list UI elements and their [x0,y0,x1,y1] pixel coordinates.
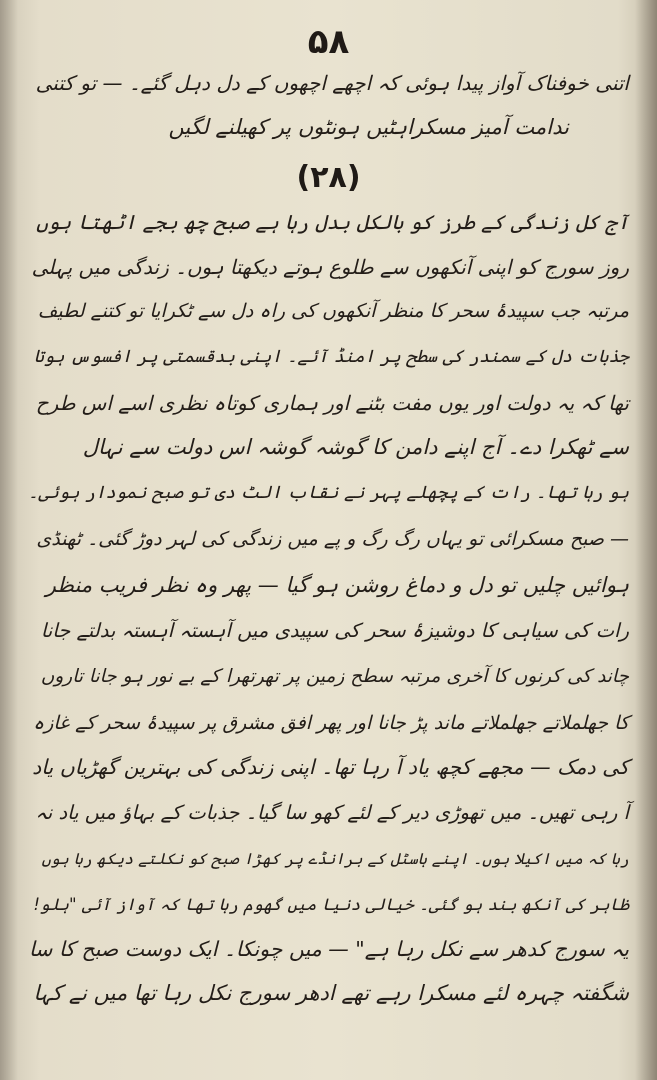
intro-line-1: اتنی خوفناک آواز پیدا ہوئی کہ اچھے اچھوں کے دل دہل گئے۔ — تو کتنی [35,71,629,95]
body-line-5: تھا کہ یہ دولت اور یوں مفت بٹنے اور ہماری کوتاہ نظری اسے اس طرح [35,391,629,415]
section-number: (۲۸) [296,160,361,195]
body-line-18: شگفتہ چہرہ لئے مسکرا رہے تھے ادھر سورج نکل رہا تھا میں نے کہا [33,981,629,1005]
body-line-3: مرتبہ جب سپیدۂ سحر کا منظر آنکھوں کی راہ دل سے ٹکرایا تو کتنے لطیف [37,300,629,322]
body-line-12: کا جھلملاتے جھلملاتے ماند پڑ جانا اور پھر افق مشرق پر سپیدۂ سحر کے غازہ [33,712,629,734]
body-line-2: روز سورج کو اپنی آنکھوں سے طلوع ہوتے دیکھتا ہوں۔ زندگی میں پہلی [31,255,629,279]
body-line-1: آج کل زندگی کے طرز کو بالکل بدل رہا ہے صبح چھ بجے اٹھتا ہوں [36,210,629,234]
body-line-4: جذبات دل کے سمندر کی سطح پر امنڈ آئے۔ اپنی بدقسمتی پر افسوس ہوتا [33,347,629,367]
body-line-14: آ رہی تھیں۔ میں تھوڑی دیر کے لئے کھو سا گیا۔ جذبات کے بہاؤ میں یاد نہ [35,801,629,824]
body-line-11: چاند کی کرنوں کا آخری مرتبہ سطح زمین پر تھرتھرا کے بے نور ہو جانا تاروں [40,666,629,687]
page-number: ۵۸ [307,22,350,62]
body-line-6: سے ٹھکرا دے۔ آج اپنے دامن کا گوشہ گوشہ اس دولت سے نہال [82,435,629,459]
body-line-15: رہا کہ میں اکیلا ہوں۔ اپنے ہاسٹل کے برانڈے پر کھڑا صبح کو نکلتے دیکھ رہا ہوں [41,850,629,868]
body-line-9: ہوائیں چلیں تو دل و دماغ روشن ہو گیا — پھر وہ نظر فریب منظر [45,573,629,597]
body-line-17: یہ سورج کدھر سے نکل رہا ہے" — میں چونکا۔ ایک دوست صبح کا سا [29,937,629,961]
body-line-7: ہو رہا تھا۔ رات کے پچھلے پہر نے نقاب الٹ دی تو صبح نمودار ہوئی۔ [28,483,629,503]
body-line-8: — صبح مسکرائی تو یہاں رگ رگ و پے میں زندگی کی لہر دوڑ گئی۔ ٹھنڈی [36,528,629,550]
body-line-10: رات کی سیاہی کا دوشیزۂ سحر کی سپیدی میں آہستہ آہستہ بدلتے جانا [40,619,629,642]
body-line-13: کی دمک — مجھے کچھ یاد آ رہا تھا۔ اپنی زندگی کی بہترین گھڑیاں یاد [32,755,629,779]
intro-line-2: ندامت آمیز مسکراہٹیں ہونٹوں پر کھیلنے لگیں [168,115,569,139]
body-line-16: ظاہر کی آنکھ بند ہو گئی۔ خیالی دنیا میں گھوم رہا تھا کہ آواز آئی "ہلو! [33,895,629,914]
